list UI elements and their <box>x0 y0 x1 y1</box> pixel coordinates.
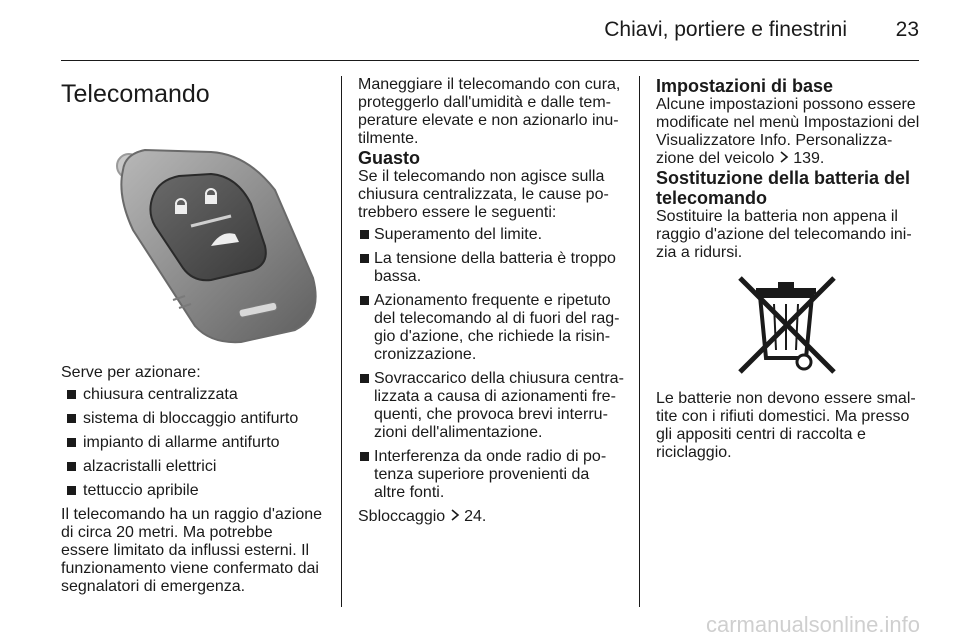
crossed-out-wheelie-bin-icon <box>734 274 840 376</box>
serve-label: Serve per azionare: <box>61 364 201 381</box>
bullet-icon <box>67 414 76 423</box>
column-divider-1 <box>341 76 342 607</box>
list-item: Sovraccarico della chiusura centralizzata a causa di azionamenti frequenti, che provoca brevi interruzioni dell'alimentazione. <box>358 370 624 442</box>
list-item: Superamento del limite. <box>358 226 624 244</box>
causes-list <box>358 226 624 502</box>
bullet-icon <box>360 230 369 239</box>
list-item: tettuccio apribile <box>65 482 325 500</box>
bullet-icon <box>67 486 76 495</box>
care-text: Maneggiare il telecomando con cura, proteggerlo dall'umidità e dalle temperature elevate e non azionarlo inutilmente. <box>358 76 621 147</box>
bullet-icon <box>67 438 76 447</box>
list-item: Interferenza da onde radio di potenza superiore provenienti da altre fonti. <box>358 448 624 502</box>
fault-intro: Se il telecomando non agisce sulla chiusura centralizzata, le cause potrebbero essere le seguenti: <box>358 168 609 221</box>
basic-ref-page[interactable]: 139. <box>793 150 825 167</box>
bullet-icon <box>67 462 76 471</box>
list-item: alzacristalli elettrici <box>65 458 325 476</box>
column-2 <box>358 76 624 526</box>
column-divider-2 <box>639 76 640 607</box>
bullet-icon <box>360 452 369 461</box>
battery-text: Sostituire la batteria non appena il raggio d'azione del telecomando inizia a ridursi. <box>656 208 912 261</box>
chapter-title: Chiavi, portiere e finestrini <box>604 18 847 41</box>
range-text: Il telecomando ha un raggio d'azione di circa 20 metri. Ma potrebbe essere limitato da influssi esterni. Il funzionamento viene confermato dai segnalatori di emergenza. <box>61 506 323 595</box>
bullet-icon <box>360 254 369 263</box>
watermark: carmanualsonline.info <box>705 612 920 637</box>
unlock-reference[interactable]: Sbloccaggio 24. <box>358 508 487 525</box>
list-item: Azionamento frequente e ripetuto del telecomando al di fuori del raggio d'azione, che richiede la risincronizzazione. <box>358 292 624 364</box>
functions-list <box>61 386 325 500</box>
basic-settings-text: Alcune impostazioni possono essere modificate nel menù Impostazioni del Visualizzatore Info. Personalizzazione del veicolo 139. <box>656 96 920 167</box>
basic-settings-title: Impostazioni di base <box>656 76 834 96</box>
car-remote-key-fob-image <box>61 130 325 350</box>
page-reference-arrow-icon <box>450 509 460 521</box>
list-item: La tensione della batteria è troppo bassa. <box>358 250 624 286</box>
page-header <box>61 18 919 44</box>
column-3 <box>656 76 922 462</box>
bullet-icon <box>67 390 76 399</box>
page-number: 23 <box>895 18 919 41</box>
header-divider <box>61 60 919 61</box>
column-1 <box>61 76 325 596</box>
page-reference-arrow-icon <box>779 151 789 163</box>
bullet-icon <box>360 374 369 383</box>
fault-title: Guasto <box>358 148 421 168</box>
list-item: impianto di allarme antifurto <box>65 434 325 452</box>
disposal-text: Le batterie non devono essere smaltite con i rifiuti domestici. Ma presso gli appositi centri di raccolta e riciclaggio. <box>656 390 916 461</box>
section-title: Telecomando <box>61 80 210 108</box>
bullet-icon <box>360 296 369 305</box>
battery-title: Sostituzione della batteria del telecomando <box>656 168 911 208</box>
list-item: sistema di bloccaggio antifurto <box>65 410 325 428</box>
list-item: chiusura centralizzata <box>65 386 325 404</box>
